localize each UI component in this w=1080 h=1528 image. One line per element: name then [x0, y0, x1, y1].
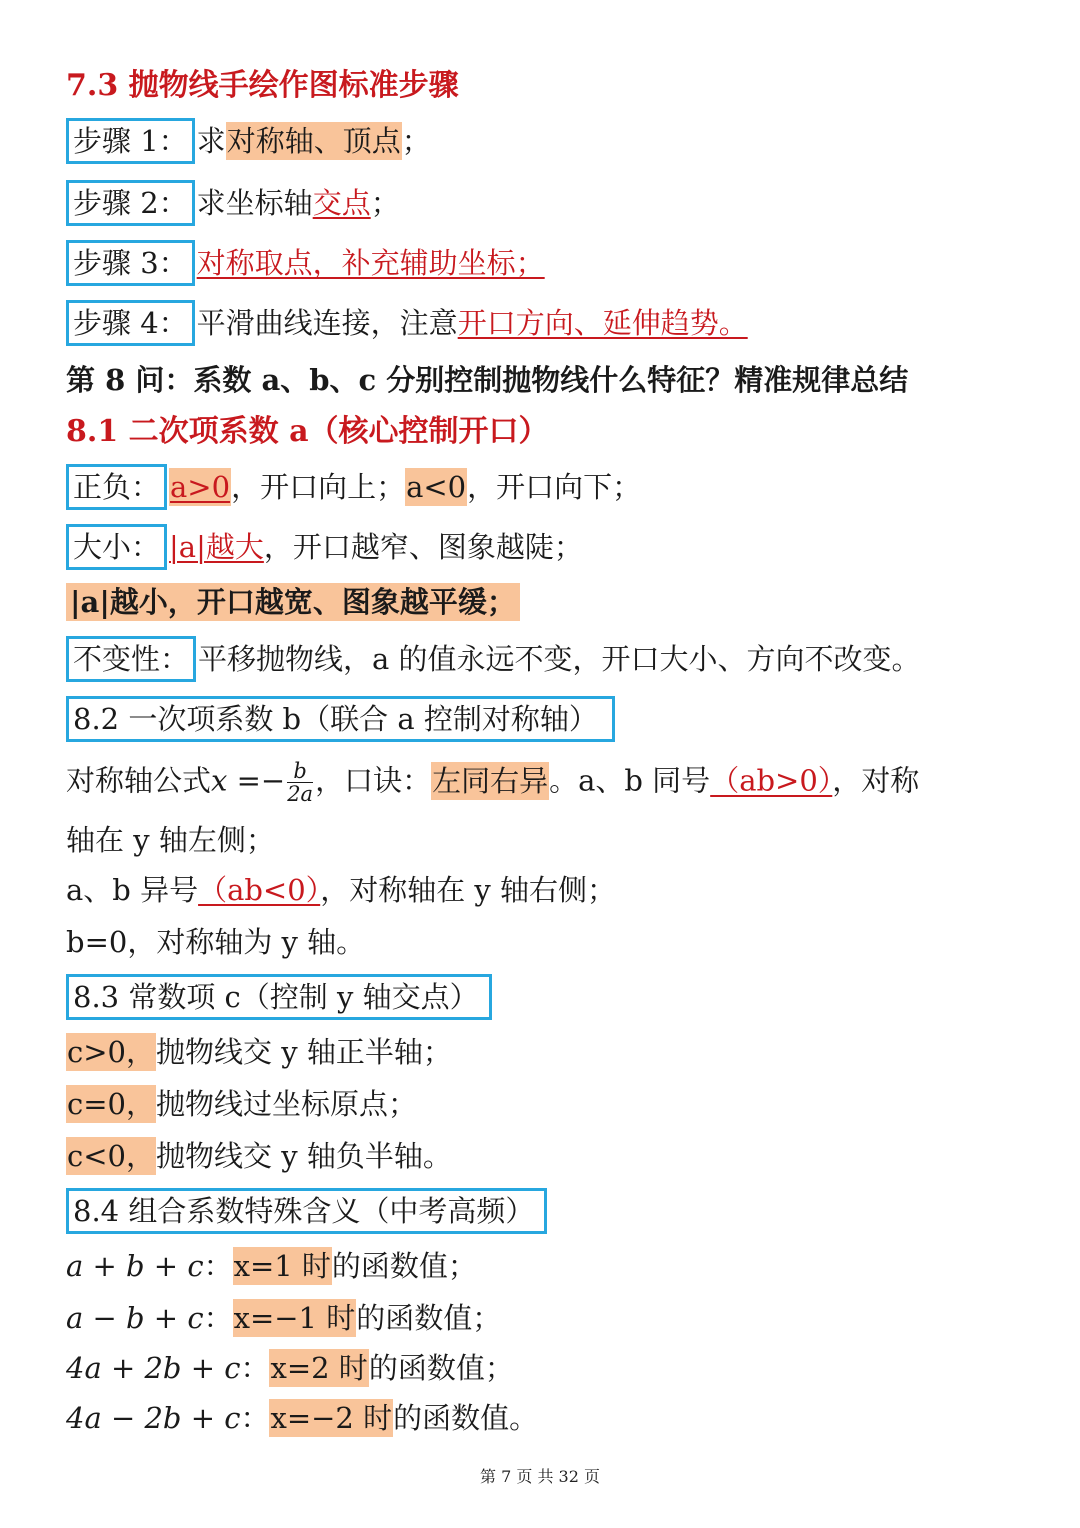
formula-x: x =−: [211, 763, 286, 798]
combo-row: [66, 1246, 477, 1286]
text: 的函数值；: [356, 1301, 502, 1335]
section-8-3-heading-row: [66, 974, 494, 1020]
section-8-2-heading-row: [66, 696, 617, 742]
red-underlined-text: 开口方向、延伸趋势。: [457, 306, 748, 340]
text: ：: [240, 1401, 270, 1435]
size-label: 大小：: [66, 524, 167, 570]
text: ：: [203, 1249, 233, 1283]
highlight: 左同右异: [432, 763, 549, 798]
text: ：: [240, 1351, 270, 1385]
highlight: x=2 时: [270, 1351, 368, 1385]
text: ，开口越窄、图象越陡；: [263, 530, 583, 564]
fraction-denominator: 2a: [287, 782, 314, 806]
text: 抛物线过坐标原点；: [156, 1087, 418, 1121]
step-text: 求: [196, 124, 226, 158]
text: a、b 异号: [66, 873, 199, 907]
step-2: [66, 180, 400, 226]
red-underlined-text: 对称取点，补充辅助坐标；: [196, 246, 545, 280]
section-7-3-heading: 7.3 抛物线手绘作图标准步骤: [66, 68, 459, 103]
highlight: a>0: [170, 470, 231, 504]
sign-label: 正负：: [66, 464, 167, 510]
c-row: [66, 1032, 452, 1072]
red-underlined-text: （ab>0）: [710, 763, 833, 798]
section-8-2-heading: 8.2 一次项系数 b（联合 a 控制对称轴）: [66, 696, 615, 742]
highlight: a<0: [406, 470, 467, 504]
highlight: x=1 时: [233, 1249, 331, 1283]
highlight: |a|越小，开口越宽、图象越平缓；: [66, 583, 520, 621]
step-text: 平滑曲线连接，注意: [196, 306, 458, 340]
section-8-3-heading: 8.3 常数项 c（控制 y 轴交点）: [66, 974, 492, 1020]
text: ，口诀：: [315, 763, 432, 798]
c-row: [66, 1136, 452, 1176]
combo-row: [66, 1398, 538, 1438]
expression: 4a − 2b + c: [66, 1401, 241, 1435]
text: ：: [203, 1301, 233, 1335]
step-text: 求坐标轴: [196, 186, 313, 220]
formula-row: [66, 760, 919, 805]
highlight: c=0，: [67, 1087, 155, 1121]
sign-row: [66, 464, 641, 510]
section-8-4-heading: 8.4 组合系数特殊含义（中考高频）: [66, 1188, 547, 1234]
expression: 4a + 2b + c: [66, 1351, 241, 1385]
text: 平移抛物线，a 的值永远不变，开口大小、方向不改变。: [198, 642, 921, 676]
text: ，对称: [832, 763, 920, 798]
highlight: x=−1 时: [233, 1301, 356, 1335]
step-text: ；: [401, 124, 431, 158]
expression: a − b + c: [66, 1301, 204, 1335]
text: 的函数值；: [368, 1351, 514, 1385]
red-underlined-text: （ab<0）: [198, 873, 321, 907]
text: 抛物线交 y 轴负半轴。: [156, 1139, 452, 1173]
text: 的函数值。: [393, 1401, 539, 1435]
highlight: x=−2 时: [270, 1401, 393, 1435]
red-underlined-text: 交点: [312, 186, 371, 220]
fraction-numerator: b: [287, 760, 313, 783]
step-label: 步骤 1：: [66, 118, 195, 164]
step-label: 步骤 3：: [66, 240, 195, 286]
combo-row: [66, 1348, 514, 1388]
text: 对称轴公式: [66, 763, 212, 798]
step-4: [66, 300, 748, 346]
highlight: c>0，: [67, 1035, 155, 1069]
text: ，开口向上；: [231, 470, 406, 504]
b-zero-row: b=0，对称轴为 y 轴。: [66, 925, 366, 959]
red-underlined-text: |a|越大: [169, 530, 264, 564]
c-row: [66, 1084, 417, 1124]
fraction: [287, 760, 313, 805]
combo-row: [66, 1298, 501, 1338]
invariance-label: 不变性：: [66, 636, 196, 682]
step-1: [66, 118, 431, 164]
text: ，开口向下；: [467, 470, 642, 504]
page-number: 第 7 页 共 32 页: [480, 1467, 600, 1486]
step-text: ；: [370, 186, 400, 220]
section-8-4-heading-row: [66, 1188, 549, 1234]
invariance-row: [66, 636, 921, 682]
size-row: [66, 524, 583, 570]
text: 抛物线交 y 轴正半轴；: [156, 1035, 452, 1069]
highlight: 对称轴、顶点: [226, 124, 401, 158]
diff-sign-row: [66, 870, 616, 910]
text: ，对称轴在 y 轴右侧；: [320, 873, 617, 907]
step-label: 步骤 2：: [66, 180, 195, 226]
same-sign-cont: 轴在 y 轴左侧；: [66, 823, 275, 857]
small-a-row: [66, 582, 520, 622]
text: 的函数值；: [331, 1249, 477, 1283]
step-label: 步骤 4：: [66, 300, 195, 346]
question-8-heading: 第 8 问：系数 a、b、c 分别控制抛物线什么特征？精准规律总结: [66, 363, 909, 397]
text: 。a、b 同号: [549, 763, 711, 798]
step-3: [66, 240, 545, 286]
section-8-1-heading: 8.1 二次项系数 a（核心控制开口）: [66, 414, 549, 449]
expression: a + b + c: [66, 1249, 204, 1283]
highlight: c<0，: [67, 1139, 155, 1173]
